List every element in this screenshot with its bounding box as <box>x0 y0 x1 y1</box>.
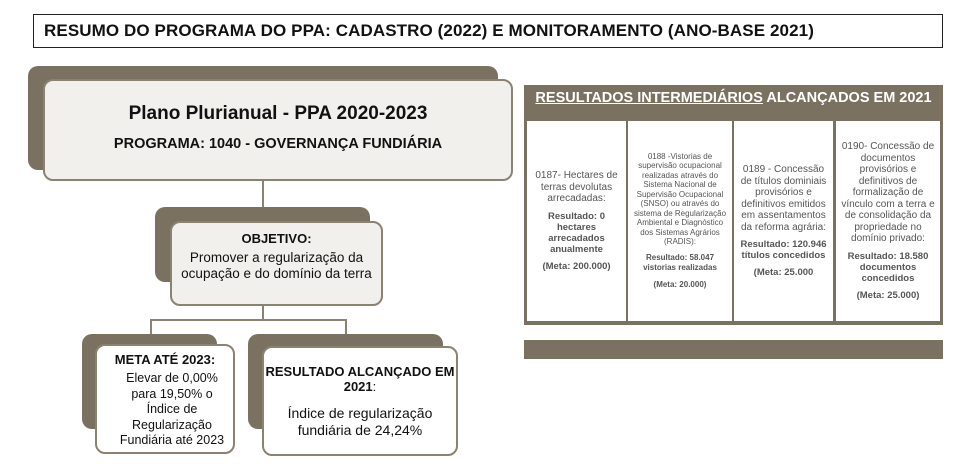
resultado-text: Índice de regularização fundiária de 24,24% <box>287 405 433 438</box>
resultados-panel-title <box>524 90 943 106</box>
column-result: Resultado: 120.946 títulos concedidos <box>740 239 827 261</box>
objetivo-title: OBJETIVO: <box>241 231 312 246</box>
bottom-bar <box>524 340 943 359</box>
meta-title: META ATÉ 2023: <box>114 352 216 367</box>
page-title: RESUMO DO PROGRAMA DO PPA: CADASTRO (2022) E MONITORAMENTO (ANO-BASE 2021) <box>33 14 943 48</box>
column-description: 0188 -Vistorias de supervisão ocupacional realizadas através do Sistema Nacional de Supervisão Ocupacional (SNSO) ou através do sistema de Regularização Ambiental e Diagnóstico dos Sistemas Agrários (RADIS): <box>633 151 727 247</box>
column-meta: (Meta: 25.000 <box>753 267 814 278</box>
column-meta: (Meta: 200.000) <box>542 260 611 272</box>
plano-program: PROGRAMA: 1040 - GOVERNANÇA FUNDIÁRIA <box>113 136 443 152</box>
panel-title-underlined: ESULTADOS INTERMEDIÁRIOS <box>545 90 763 106</box>
resultado-title-text: RESULTADO ALCANÇADO EM 2021 <box>265 364 455 394</box>
column-description: 0187- Hectares de terras devolutas arrecadadas: <box>535 170 618 205</box>
resultado-box <box>262 346 458 456</box>
connector-horizontal <box>150 319 347 321</box>
plano-title: Plano Plurianual - PPA 2020-2023 <box>128 103 428 124</box>
connector-objetivo-down <box>262 306 264 320</box>
column-description: 0190- Concessão de documentos provisórios e definitivos de formalização de vínculo com a terra e de consolidação da propriedade no domínio privado: <box>841 141 935 245</box>
column-result: Resultado: 58.047 vistorias realizadas <box>643 252 717 273</box>
resultado-column-0189 <box>734 121 833 321</box>
column-meta: (Meta: 25.000) <box>856 289 920 301</box>
objetivo-box <box>170 221 383 306</box>
objetivo-text: Promover a regularização da ocupação e do domínio da terra <box>181 250 372 281</box>
column-description: 0189 - Concessão de títulos dominiais provisórios e definitivos emitidos em assentamentos da reforma agrária: <box>740 164 827 233</box>
meta-box <box>95 344 235 454</box>
meta-text: Elevar de 0,00% para 19,50% o Índice de Regularização Fundiária até 2023 <box>119 371 225 447</box>
resultado-column-0187 <box>527 121 626 321</box>
column-meta: (Meta: 20.000) <box>653 279 707 289</box>
column-result: Resultado: 0 hectares arrecadados anualmente <box>547 210 605 255</box>
resultado-column-0188 <box>628 121 732 321</box>
column-result: Resultado: 18.580 documentos concedidos <box>847 250 929 284</box>
resultado-title-colon: : <box>372 379 377 394</box>
plano-box <box>43 79 513 181</box>
resultado-column-0190 <box>836 121 940 321</box>
panel-title-rest: ALCANÇADOS EM 2021 <box>762 90 932 106</box>
panel-title-first-letter: R <box>535 90 546 106</box>
resultado-title <box>264 364 456 394</box>
